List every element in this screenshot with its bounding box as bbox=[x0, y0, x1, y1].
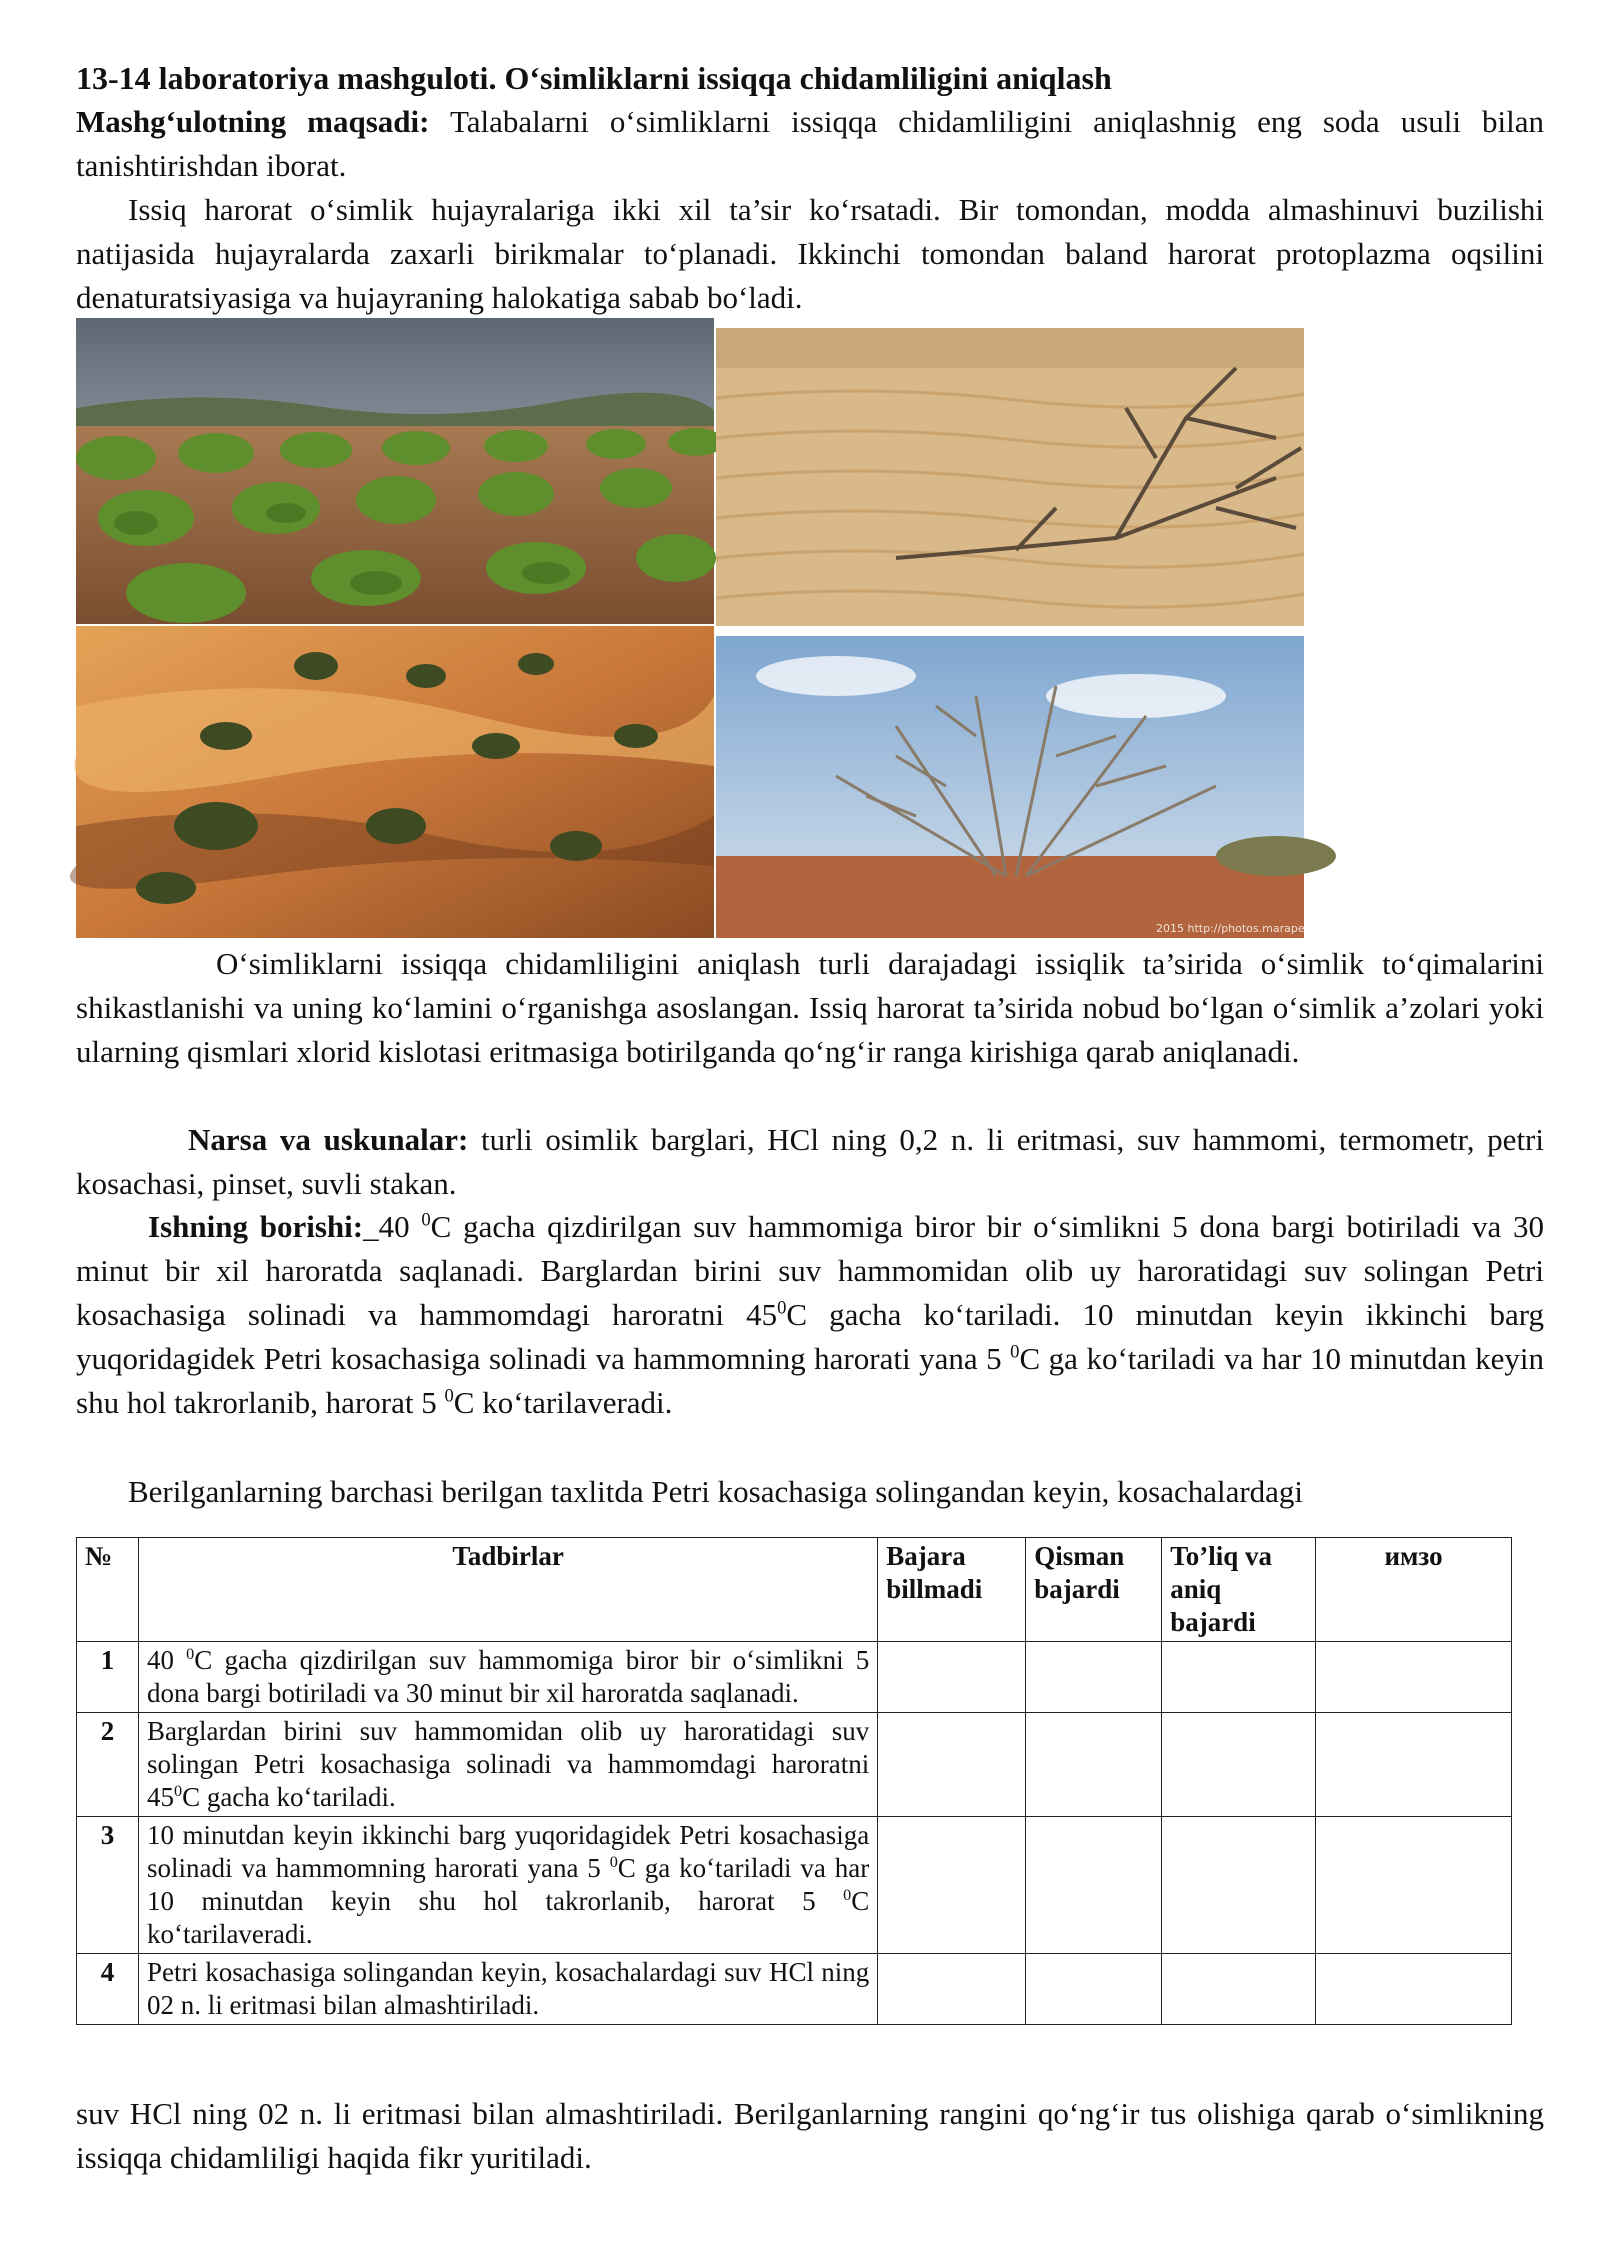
row-task: 10 minutdan keyin ikkinchi barg yuqoridagidek Petri kosachasiga solinadi va hammomning harorati yana 5 $^0$C ga ko‘tariladi va har 10 minutdan keyin shu hol takrorlanib, harorat 5 $^0$C ko‘tarilaveradi. bbox=[138, 1817, 877, 1954]
cell-not-done[interactable] bbox=[878, 1642, 1026, 1713]
procedure-label: Ishning borishi: bbox=[148, 1209, 364, 1244]
row-number: 4 bbox=[77, 1954, 139, 2025]
method-paragraph: O‘simliklarni issiqqa chidamliligini aniqlash turli darajadagi issiqlik ta’sirida o‘simlik to‘qimalarini shikastlanishi va uning ko‘lamini o‘rganishga asoslangan. Issiq harorat ta’sirida nobud bo‘lgan o‘simlik a’zolari yoki ularning qismlari xlorid kislotasi eritmasiga botirilganda qo‘ng‘ir ranga kirishiga qarab aniqlanadi. bbox=[76, 946, 1544, 1069]
header-signature: имзо bbox=[1316, 1538, 1512, 1642]
thorny-shrub-photo bbox=[716, 636, 1343, 938]
purpose-paragraph bbox=[76, 100, 1544, 188]
cell-partial[interactable] bbox=[1026, 1954, 1162, 2025]
cell-full[interactable] bbox=[1162, 1713, 1316, 1817]
table-header-row bbox=[77, 1538, 1512, 1642]
page-title: 13-14 laboratoriya mashguloti. O‘simliklarni issiqqa chidamliligini aniqlash bbox=[76, 60, 1112, 96]
header-not-done: Bajara billmadi bbox=[878, 1538, 1026, 1642]
row-number: 3 bbox=[77, 1817, 139, 1954]
row-number: 2 bbox=[77, 1713, 139, 1817]
cell-partial[interactable] bbox=[1026, 1642, 1162, 1713]
sand-dune-photo bbox=[716, 328, 1304, 626]
cell-full[interactable] bbox=[1162, 1954, 1316, 2025]
tasks-table bbox=[76, 1537, 1512, 2025]
cell-not-done[interactable] bbox=[878, 1817, 1026, 1954]
conclusion-paragraph: suv HCl ning 02 n. li eritmasi bilan almashtiriladi. Berilganlarning rangini qo‘ng‘ir tus olishiga qarab o‘simlikning issiqqa chidamliligi haqida fikr yuritiladi. bbox=[76, 2096, 1544, 2175]
cell-signature[interactable] bbox=[1316, 1713, 1512, 1817]
cell-signature[interactable] bbox=[1316, 1817, 1512, 1954]
continuation-line: Berilganlarning barchasi berilgan taxlitda Petri kosachasiga solingandan keyin, kosachalardagi bbox=[128, 1474, 1304, 1509]
table-row bbox=[77, 1642, 1512, 1713]
purpose-label: Mashg‘ulotning maqsadi: bbox=[76, 104, 430, 139]
cell-not-done[interactable] bbox=[878, 1954, 1026, 2025]
header-full: To’liq va aniq bajardi bbox=[1162, 1538, 1316, 1642]
cell-signature[interactable] bbox=[1316, 1642, 1512, 1713]
equipment-label: Narsa va uskunalar: bbox=[188, 1122, 469, 1157]
purpose-text: Talabalarni o‘simliklarni issiqqa chidamliligini aniqlashnig eng soda usuli bilan tanishtirishdan iborat. bbox=[76, 104, 1544, 183]
row-number: 1 bbox=[77, 1642, 139, 1713]
row-task: Barglardan birini suv hammomidan olib uy haroratidagi suv solingan Petri kosachasiga solinadi va hammomdagi haroratni $45^0C$ gacha ko‘tariladi. bbox=[138, 1713, 877, 1817]
row-task: 40 $^0$C gacha qizdirilgan suv hammomiga biror bir o‘simlikni 5 dona bargi botiriladi va 30 minut bir xil haroratda saqlanadi. bbox=[138, 1642, 877, 1713]
table-row bbox=[77, 1713, 1512, 1817]
cell-not-done[interactable] bbox=[878, 1713, 1026, 1817]
header-partial: Qisman bajardi bbox=[1026, 1538, 1162, 1642]
table-row bbox=[77, 1954, 1512, 2025]
cell-full[interactable] bbox=[1162, 1642, 1316, 1713]
cell-partial[interactable] bbox=[1026, 1817, 1162, 1954]
equipment-paragraph bbox=[76, 1118, 1544, 1206]
desert-trees-photo bbox=[76, 626, 714, 938]
intro-paragraph: Issiq harorat o‘simlik hujayralariga ikki xil ta’sir ko‘rsatadi. Bir tomondan, modda almashinuvi buzilishi natijasida hujayralarda zaxarli birikmalar to‘planadi. Ikkinchi tomondan baland harorat protoplazma oqsilini denaturatsiyasiga va hujayraning halokatiga sabab bo‘ladi. bbox=[76, 192, 1544, 315]
table-row bbox=[77, 1817, 1512, 1954]
cell-full[interactable] bbox=[1162, 1817, 1316, 1954]
equipment-text: turli osimlik barglari, HCl ning 0,2 n. li eritmasi, suv hammomi, termometr, petri kosachasi, pinset, suvli stakan. bbox=[76, 1122, 1544, 1201]
cell-partial[interactable] bbox=[1026, 1713, 1162, 1817]
procedure-paragraph: Ishning borishi:_40 $^0$C gacha qizdirilgan suv hammomiga biror bir o‘simlikni 5 dona bargi botiriladi va 30 minut bir xil haroratda saqlanadi. Barglardan birini suv hammomidan olib uy haroratidagi suv solingan Petri kosachasiga solinadi va hammomdagi haroratni $45^0C$ gacha ko‘tariladi. 10 minutdan keyin ikkinchi barg yuqoridagidek Petri kosachasiga solinadi va hammomning harorati yana 5 $^0$C ga ko‘tariladi va har 10 minutdan keyin shu hol takrorlanib, harorat 5 $^0$C ko‘tarilaveradi. bbox=[76, 1209, 1544, 1420]
row-task: Petri kosachasiga solingandan keyin, kosachalardagi suv HCl ning 02 n. li eritmasi bilan almashtiriladi. bbox=[138, 1954, 877, 2025]
header-tasks: Tadbirlar bbox=[138, 1538, 877, 1642]
cell-signature[interactable] bbox=[1316, 1954, 1512, 2025]
vineyard-photo bbox=[76, 318, 714, 624]
photo-watermark: 2015 http://photos.marapete.com bbox=[1156, 922, 1343, 935]
header-number: № bbox=[77, 1538, 139, 1642]
